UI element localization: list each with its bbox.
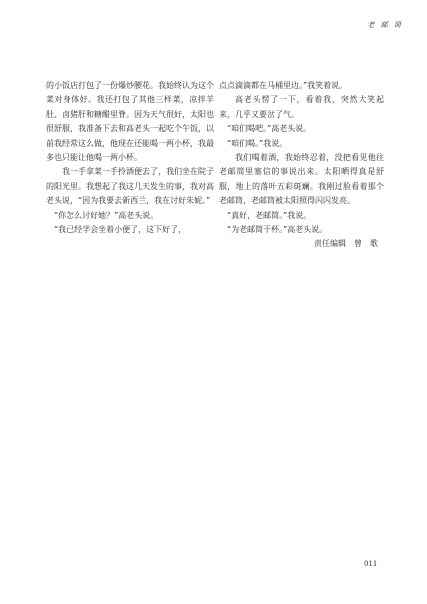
paragraph: 点点滴滴都在马桶里边。”我笑着说。: [219, 81, 348, 90]
dialogue-line: “为老邮简干杯。”高老头说。: [227, 225, 328, 235]
dialogue-line: “咱们喝吧。”高老头说。: [227, 124, 312, 134]
right-column: [219, 79, 384, 252]
dialogue-line: “你怎么讨好她？”高老头说。: [54, 210, 159, 220]
dialogue-line: “真好，老邮简。”我说。: [227, 210, 312, 220]
left-column: [46, 79, 214, 237]
dialogue-line: “咱们喝。”我说。: [227, 138, 288, 148]
paragraph: 的小饭店打包了一份爆炒腰花。我始终认为这个菜对身体好。我还打包了其他三样菜，凉拌羊肚、卤猪肝和糖醋里脊。因为天气很好，太阳也很舒服，我准备下去和高老头一起吃个午饭，以前我经常这么做，他现在还能喝一两小杯，我最多也只能让他喝一两小杯。: [46, 81, 214, 163]
paragraph: 我一手拿菜一手拎酒便去了，我们坐在院子的阳光里。我想起了我这几天发生的事，我对高老头说，“因为我要去新西兰，我在讨好朱妮。”: [46, 167, 214, 206]
dialogue-line: “我已经学会坐着小便了，这下好了，: [54, 225, 187, 235]
page-number: 011: [364, 560, 378, 568]
editor-credit: 责任编辑 曾 歌: [314, 239, 378, 249]
paragraph: 高老头愣了一下，看着我，突然大笑起来，几乎又要岔了气。: [219, 95, 384, 119]
paragraph: 我们喝着酒，我始终忍着，没把看见他往老邮简里塞信的事说出来。太阳晒得真是舒服，地上的落叶五彩斑斓。我刚过脸看着那个老邮筒，老邮筒被太阳照得闪闪发亮。: [219, 153, 384, 206]
running-header: 老 邮 简: [367, 21, 403, 29]
